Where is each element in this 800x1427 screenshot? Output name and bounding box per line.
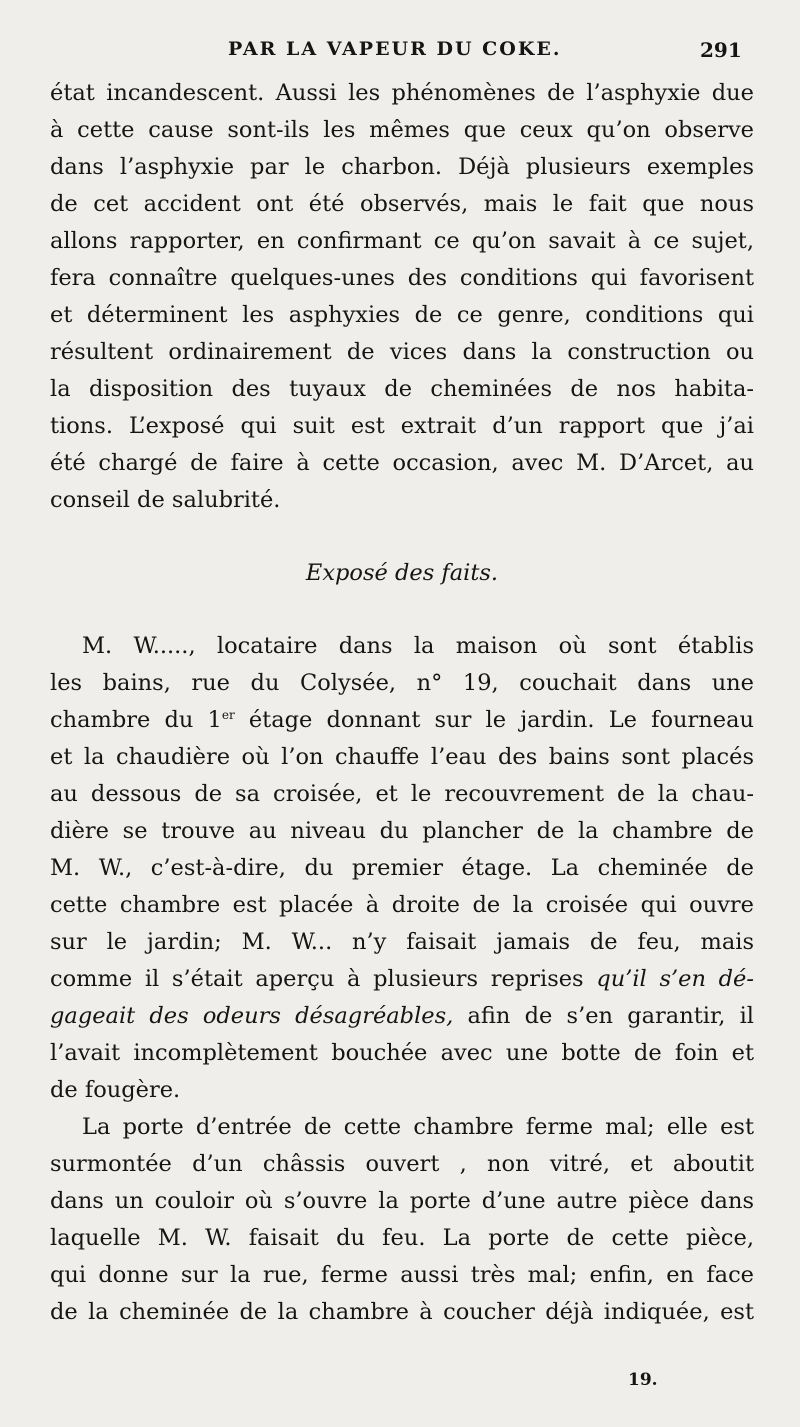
paragraph-1 bbox=[50, 75, 754, 519]
text-line: résultent ordinairement de vices dans la construction ou bbox=[50, 339, 754, 365]
text-line: à cette cause sont-ils les mêmes que ceux qu’on observe bbox=[50, 117, 754, 143]
text-line: conseil de salubrité. bbox=[50, 487, 281, 513]
signature-mark: 19. bbox=[628, 1370, 658, 1390]
italic-fragment: qu’il s’en dé- bbox=[596, 966, 754, 992]
text-line bbox=[50, 998, 754, 1035]
text-line: l’avait incomplètement bouchée avec une botte de foin et bbox=[50, 1040, 754, 1066]
text-line: et déterminent les asphyxies de ce genre, conditions qui bbox=[50, 302, 754, 328]
text-line bbox=[50, 961, 754, 998]
text-line: de fougère. bbox=[50, 1077, 181, 1103]
page-number: 291 bbox=[700, 38, 742, 62]
text-line: sur le jardin; M. W... n’y faisait jamais de feu, mais bbox=[50, 929, 754, 955]
text-line: la disposition des tuyaux de cheminées de nos habita- bbox=[50, 376, 754, 402]
text-line: et la chaudière où l’on chauffe l’eau des bains sont placés bbox=[50, 744, 754, 770]
text-fragment: comme il s’était aperçu à plusieurs reprises bbox=[50, 966, 597, 992]
text-line: qui donne sur la rue, ferme aussi très mal; enfin, en face bbox=[50, 1262, 754, 1288]
text-fragment: chambre du 1 bbox=[50, 707, 222, 733]
paragraph-3 bbox=[50, 1109, 754, 1331]
paragraph-2 bbox=[50, 628, 754, 1109]
text-line: dans un couloir où s’ouvre la porte d’une autre pièce dans bbox=[50, 1188, 754, 1214]
text-line: fera connaître quelques-unes des conditions qui favorisent bbox=[50, 265, 754, 291]
text-line: dans l’asphyxie par le charbon. Déjà plusieurs exemples bbox=[50, 154, 754, 180]
body-text bbox=[50, 75, 754, 1331]
text-line: les bains, rue du Colysée, n° 19, couchait dans une bbox=[50, 670, 754, 696]
text-line: été chargé de faire à cette occasion, avec M. D’Arcet, au bbox=[50, 450, 754, 476]
ordinal-superscript: er bbox=[221, 708, 235, 722]
text-line: cette chambre est placée à droite de la croisée qui ouvre bbox=[50, 892, 754, 918]
text-line: La porte d’entrée de cette chambre ferme mal; elle est bbox=[82, 1114, 754, 1140]
text-line: de cet accident ont été observés, mais le fait que nous bbox=[50, 191, 754, 217]
running-head: PAR LA VAPEUR DU COKE. bbox=[228, 38, 562, 60]
page-header bbox=[0, 38, 800, 68]
text-line: tions. L’exposé qui suit est extrait d’un rapport que j’ai bbox=[50, 413, 754, 439]
text-line bbox=[50, 702, 754, 739]
text-line: surmontée d’un châssis ouvert , non vitré, et aboutit bbox=[50, 1151, 754, 1177]
text-line: allons rapporter, en confirmant ce qu’on savait à ce sujet, bbox=[50, 228, 754, 254]
text-line: laquelle M. W. faisait du feu. La porte de cette pièce, bbox=[50, 1225, 754, 1251]
text-line: M. W....., locataire dans la maison où sont établis bbox=[82, 633, 754, 659]
text-line: de la cheminée de la chambre à coucher déjà indiquée, est bbox=[50, 1299, 754, 1325]
text-line: état incandescent. Aussi les phénomènes de l’asphyxie due bbox=[50, 80, 754, 106]
italic-fragment: gageait des odeurs désagréables, bbox=[50, 1003, 454, 1029]
text-line: au dessous de sa croisée, et le recouvrement de la chau- bbox=[50, 781, 754, 807]
text-fragment: afin de s’en garantir, il bbox=[453, 1003, 754, 1029]
text-fragment: étage donnant sur le jardin. Le fourneau bbox=[234, 707, 754, 733]
text-line: dière se trouve au niveau du plancher de la chambre de bbox=[50, 818, 754, 844]
text-line: M. W., c’est-à-dire, du premier étage. La cheminée de bbox=[50, 855, 754, 881]
section-heading: Exposé des faits. bbox=[305, 560, 499, 586]
